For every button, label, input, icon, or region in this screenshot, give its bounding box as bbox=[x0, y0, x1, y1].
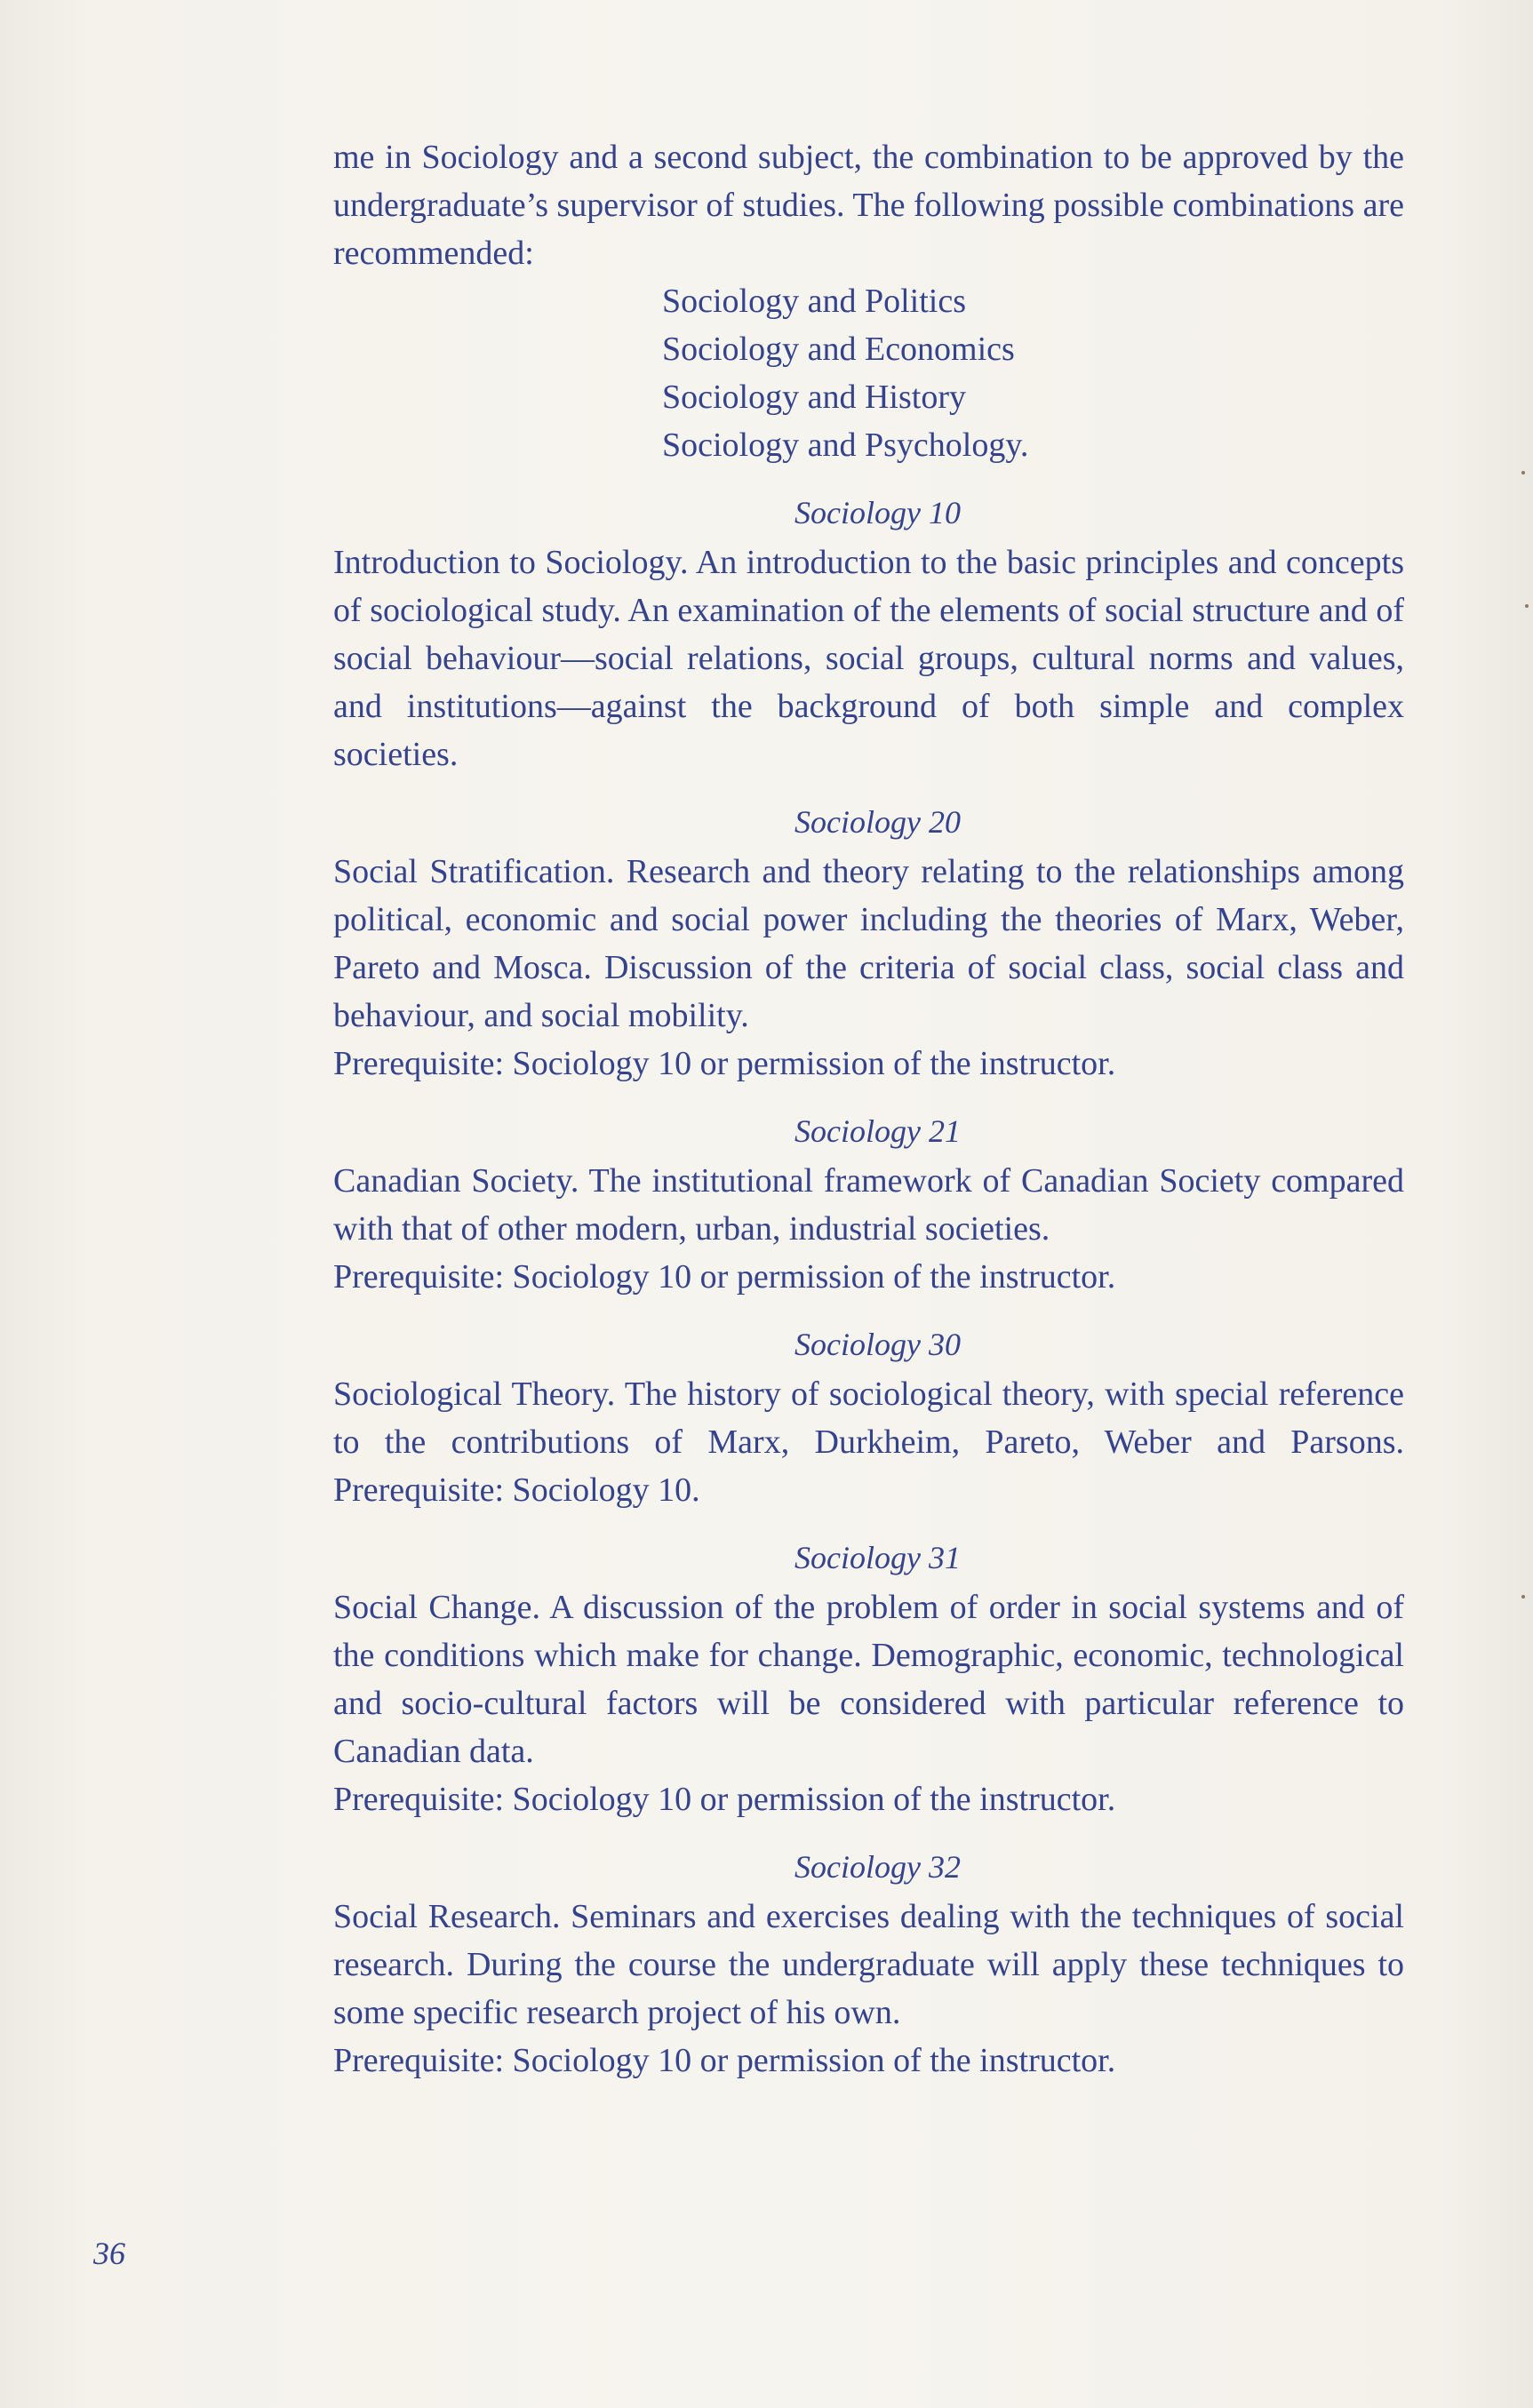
course-title: Sociology 21 bbox=[794, 1113, 961, 1149]
combination-item: Sociology and History bbox=[662, 379, 966, 416]
course-prerequisite: Prerequisite: Sociology 10 or permission of the instructor. bbox=[333, 1045, 1116, 1082]
paper-speck bbox=[1525, 604, 1529, 608]
page-body bbox=[333, 133, 1404, 2085]
course-description: Social Stratification. Research and theory relating to the relationships among political, economic and social power including the theories of Marx, Weber, Pareto and Mosca. Discussion of the criteria of social class, social class and behaviour, and social mobility. bbox=[333, 853, 1404, 1034]
course-title: Sociology 32 bbox=[794, 1849, 961, 1885]
course-prerequisite: Prerequisite: Sociology 10 or permission of the instructor. bbox=[333, 2042, 1116, 2079]
course-title: Sociology 20 bbox=[794, 804, 961, 840]
course-title: Sociology 10 bbox=[794, 495, 961, 530]
combination-item: Sociology and Psychology. bbox=[662, 427, 1029, 464]
intro-paragraph: me in Sociology and a second subject, the combination to be approved by the undergraduate’s supervisor of studies. The following possible combinations are recommended: bbox=[333, 139, 1404, 272]
course-description: Sociological Theory. The history of sociological theory, with special reference to the contributions of Marx, Durkheim, Pareto, Weber and Parsons. Prerequisite: Sociology 10. bbox=[333, 1375, 1404, 1509]
combination-item: Sociology and Economics bbox=[662, 331, 1015, 368]
course-entry bbox=[333, 1320, 1404, 1514]
paper-speck bbox=[1521, 1595, 1525, 1599]
page-number: 36 bbox=[93, 2236, 125, 2271]
combination-item: Sociology and Politics bbox=[662, 283, 966, 320]
course-entry bbox=[333, 1534, 1404, 1823]
course-title: Sociology 30 bbox=[794, 1327, 961, 1362]
course-description: Social Change. A discussion of the problem of order in social systems and of the conditions which make for change. Demographic, economic, technological and socio-cultural factors will be considered with particular reference to Canadian data. bbox=[333, 1589, 1404, 1770]
combination-list bbox=[333, 277, 1404, 469]
course-entry bbox=[333, 798, 1404, 1088]
course-entry bbox=[333, 1107, 1404, 1301]
paper-speck bbox=[1521, 471, 1525, 474]
course-description: Canadian Society. The institutional framework of Canadian Society compared with that of other modern, urban, industrial societies. bbox=[333, 1162, 1404, 1248]
course-description: Introduction to Sociology. An introduction to the basic principles and concepts of sociological study. An examination of the elements of social structure and of social behaviour—social relations, social groups, cultural norms and values, and institutions—against the background of both simple and complex societies. bbox=[333, 544, 1404, 773]
course-entry bbox=[333, 1843, 1404, 2085]
course-entry bbox=[333, 489, 1404, 778]
course-title: Sociology 31 bbox=[794, 1540, 961, 1575]
course-description: Social Research. Seminars and exercises dealing with the techniques of social research. During the course the undergraduate will apply these techniques to some specific research project of his own. bbox=[333, 1898, 1404, 2031]
course-prerequisite: Prerequisite: Sociology 10 or permission of the instructor. bbox=[333, 1781, 1116, 1818]
course-prerequisite: Prerequisite: Sociology 10 or permission of the instructor. bbox=[333, 1258, 1116, 1296]
